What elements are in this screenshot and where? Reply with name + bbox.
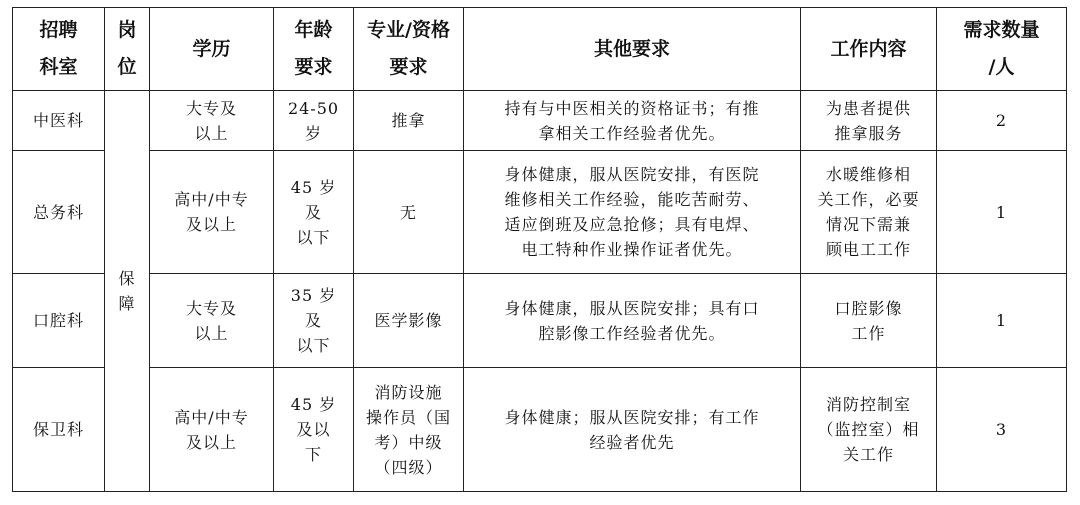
recruitment-table bbox=[12, 7, 1067, 492]
header-age: 年龄 要求 bbox=[274, 8, 354, 91]
work-content-cell: 口腔影像 工作 bbox=[801, 274, 937, 368]
other-requirements-cell: 身体健康，服从医院安排；具有口 腔影像工作经验者优先。 bbox=[464, 274, 801, 368]
education-cell: 大专及 以上 bbox=[150, 274, 274, 368]
dept-cell: 总务科 bbox=[13, 151, 105, 274]
work-content-cell: 水暖维修相 关工作，必要 情况下需兼 顾电工工作 bbox=[801, 151, 937, 274]
dept-cell: 中医科 bbox=[13, 91, 105, 151]
count-cell: 1 bbox=[937, 151, 1067, 274]
other-requirements-cell: 持有与中医相关的资格证书；有推 拿相关工作经验者优先。 bbox=[464, 91, 801, 151]
dept-cell: 保卫科 bbox=[13, 368, 105, 492]
major-cell: 消防设施 操作员（国 考）中级 （四级） bbox=[354, 368, 464, 492]
count-cell: 2 bbox=[937, 91, 1067, 151]
other-requirements-cell: 身体健康，服从医院安排，有医院 维修相关工作经验，能吃苦耐劳、 适应倒班及应急抢修；具有电焊、 电工特种作业操作证者优先。 bbox=[464, 151, 801, 274]
table-row bbox=[13, 151, 1067, 274]
major-cell: 无 bbox=[354, 151, 464, 274]
education-cell: 高中/中专 及以上 bbox=[150, 368, 274, 492]
header-row bbox=[13, 8, 1067, 91]
education-cell: 高中/中专 及以上 bbox=[150, 151, 274, 274]
header-other: 其他要求 bbox=[464, 8, 801, 91]
age-cell: 45 岁 及 以下 bbox=[274, 151, 354, 274]
table-row bbox=[13, 274, 1067, 368]
age-cell: 45 岁 及以 下 bbox=[274, 368, 354, 492]
work-content-cell: 为患者提供 推拿服务 bbox=[801, 91, 937, 151]
education-cell: 大专及 以上 bbox=[150, 91, 274, 151]
header-dept: 招聘 科室 bbox=[13, 8, 105, 91]
post-cell: 保 障 bbox=[105, 91, 150, 492]
header-education: 学历 bbox=[150, 8, 274, 91]
count-cell: 3 bbox=[937, 368, 1067, 492]
table-row bbox=[13, 91, 1067, 151]
header-post: 岗 位 bbox=[105, 8, 150, 91]
table-row bbox=[13, 368, 1067, 492]
major-cell: 推拿 bbox=[354, 91, 464, 151]
work-content-cell: 消防控制室 （监控室）相 关工作 bbox=[801, 368, 937, 492]
count-cell: 1 bbox=[937, 274, 1067, 368]
header-count: 需求数量 /人 bbox=[937, 8, 1067, 91]
age-cell: 24-50 岁 bbox=[274, 91, 354, 151]
other-requirements-cell: 身体健康；服从医院安排；有工作 经验者优先 bbox=[464, 368, 801, 492]
major-cell: 医学影像 bbox=[354, 274, 464, 368]
age-cell: 35 岁 及 以下 bbox=[274, 274, 354, 368]
dept-cell: 口腔科 bbox=[13, 274, 105, 368]
header-work: 工作内容 bbox=[801, 8, 937, 91]
header-major: 专业/资格 要求 bbox=[354, 8, 464, 91]
